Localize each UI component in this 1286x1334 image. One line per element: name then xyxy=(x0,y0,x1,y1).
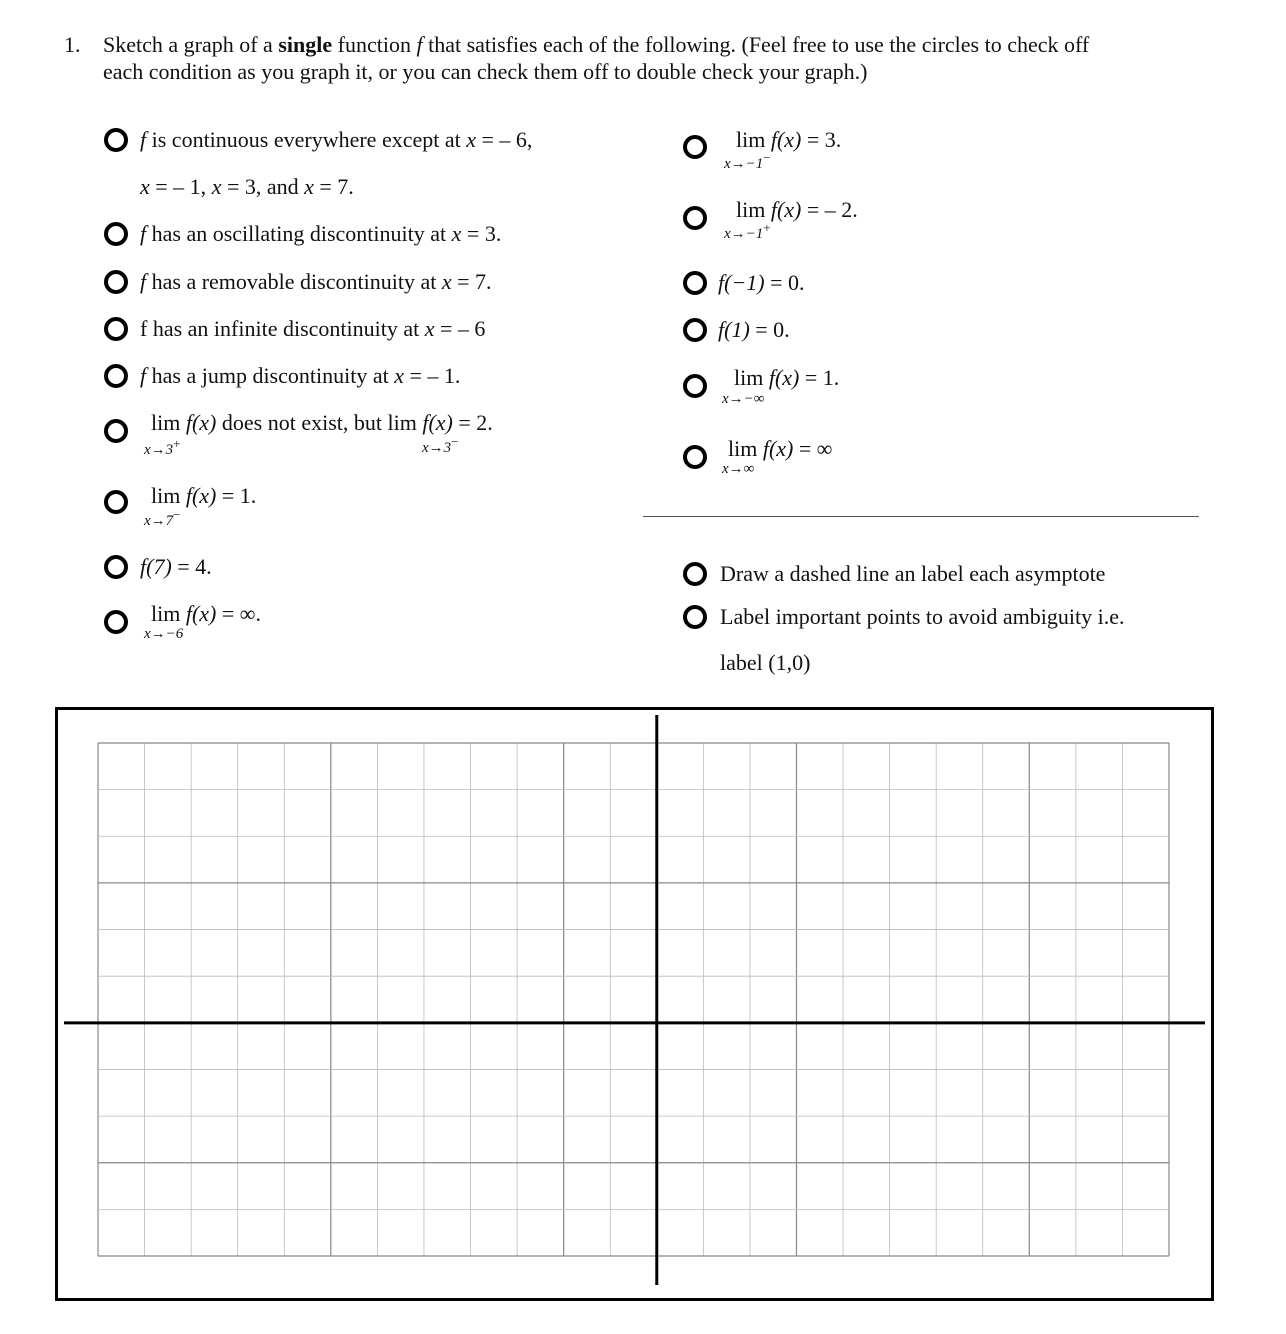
fx-text: f(x) xyxy=(770,127,802,152)
fx-text: f(x) xyxy=(185,483,217,508)
cond-x: x xyxy=(140,174,150,199)
cond-text: = – 1, xyxy=(149,174,212,199)
cond-val: = 3. xyxy=(801,127,842,152)
lim-text: lim xyxy=(387,410,417,435)
cond-val: = 1. xyxy=(799,365,840,390)
cond-text: has a removable discontinuity at xyxy=(146,269,442,294)
problem-statement-line2: each condition as you graph it, or you can check them off to double check your graph.) xyxy=(103,59,868,84)
cond-f: f xyxy=(140,269,147,294)
cond-val: = 2. xyxy=(452,410,493,435)
cond-val: = 0. xyxy=(749,317,790,342)
instruction-asymptote: Draw a dashed line an label each asymptote xyxy=(720,561,1106,586)
lim-subscript: x→−∞ xyxy=(722,391,765,407)
lim-subscript: x→−1− xyxy=(724,150,771,172)
cond-text: has an oscillating discontinuity at xyxy=(146,221,452,246)
lim-text: lim xyxy=(151,601,181,626)
instruction-label-points-line2: label (1,0) xyxy=(720,650,811,675)
lim-text: lim xyxy=(734,365,764,390)
fx-text: f(x) xyxy=(185,410,217,435)
lim-text: lim xyxy=(151,483,181,508)
cond-val: = – 6 xyxy=(434,316,486,341)
cond-x: x xyxy=(424,316,435,341)
cond-val: = – 2. xyxy=(801,197,858,222)
cond-text: has an infinite discontinuity at xyxy=(147,316,425,341)
fx-text: f(1) xyxy=(718,317,750,342)
cond-text: is continuous everywhere except at xyxy=(146,127,467,152)
cond-f: f xyxy=(140,221,147,246)
instruction-label-points: Label important points to avoid ambiguity i.e. xyxy=(720,604,1125,629)
cond-x: x xyxy=(304,174,314,199)
lim-subscript: x→7− xyxy=(144,507,181,529)
problem-number: 1. xyxy=(64,32,81,57)
lim-subscript: x→3− xyxy=(422,434,459,456)
fx-text: f(x) xyxy=(768,365,800,390)
cond-x: x xyxy=(394,363,404,388)
cond-text: = 7. xyxy=(313,174,354,199)
cond-val: = 0. xyxy=(764,270,805,295)
statement-f: f xyxy=(416,32,423,57)
cond-val: = 7. xyxy=(451,269,492,294)
cond-x: x xyxy=(211,174,222,199)
statement-text: function xyxy=(332,32,417,57)
cond-val: = ∞. xyxy=(216,601,261,626)
cond-text: has a jump discontinuity at xyxy=(146,363,395,388)
fx-text: f(x) xyxy=(185,601,217,626)
fx-text: f(7) xyxy=(140,554,172,579)
cond-text: does not exist, but xyxy=(216,410,388,435)
cond-x: x xyxy=(441,269,452,294)
cond-x: x xyxy=(466,127,476,152)
cond-val: = 4. xyxy=(171,554,212,579)
fx-text: f(x) xyxy=(422,410,453,435)
lim-text: lim xyxy=(736,127,766,152)
cond-text: = 3, and xyxy=(221,174,305,199)
cond-val: = 1. xyxy=(216,483,257,508)
fx-text: f(x) xyxy=(762,436,794,461)
fx-text: f(−1) xyxy=(718,270,765,295)
cond-val: = – 1. xyxy=(403,363,461,388)
lim-subscript: x→−1+ xyxy=(724,220,771,242)
cond-val: = ∞ xyxy=(793,436,833,461)
cond-val: = 3. xyxy=(461,221,502,246)
statement-text: Sketch a graph of a xyxy=(103,32,279,57)
fx-text: f(x) xyxy=(770,197,802,222)
lim-subscript: x→3+ xyxy=(144,436,181,458)
lim-text: lim xyxy=(728,436,758,461)
cond-x: x xyxy=(451,221,462,246)
lim-subscript: x→−6 xyxy=(144,626,184,642)
cond-f: f xyxy=(140,363,147,388)
cond-f: f xyxy=(140,316,148,341)
cond-f: f xyxy=(140,127,147,152)
statement-text: that satisfies each of the following. (Feel free to use the circles to check off xyxy=(422,32,1090,57)
lim-text: lim xyxy=(151,410,181,435)
statement-bold: single xyxy=(278,32,333,57)
cond-val: = – 6, xyxy=(476,127,533,152)
lim-subscript: x→∞ xyxy=(722,461,755,477)
lim-text: lim xyxy=(736,197,766,222)
